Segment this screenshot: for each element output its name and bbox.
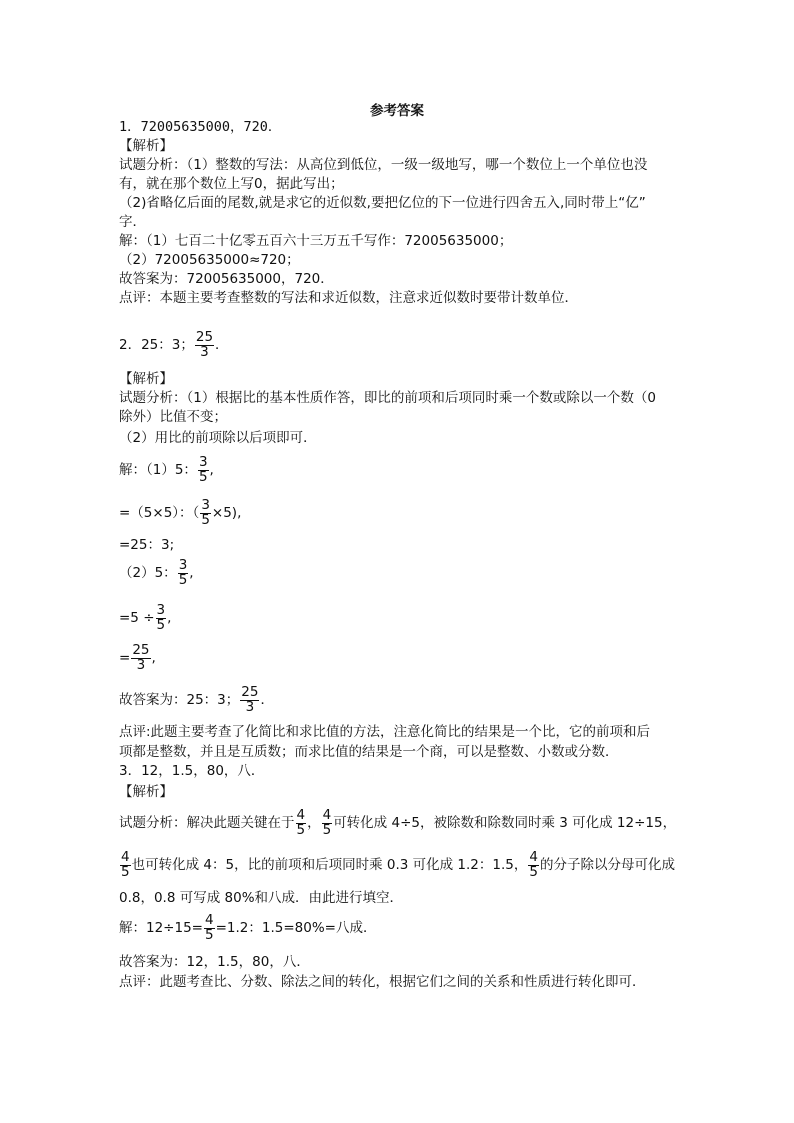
- q3-final-answer: 故答案为：12，1.5，80，八．: [119, 954, 310, 970]
- fraction: [240, 686, 259, 714]
- q3-analysis-line-1: [119, 803, 676, 843]
- q2-comment-line-2: 项都是整数，并且是互质数；而求比值的结果是一个商，可以是整数、小数或分数．: [119, 744, 619, 760]
- fraction: [198, 456, 209, 484]
- fraction-numerator: 4: [529, 849, 538, 865]
- q2-answer-text: 2．25：3；: [119, 337, 194, 353]
- analysis-text: 的分子除以分母可化成: [539, 857, 675, 873]
- q2-answer-end: ．: [215, 337, 229, 353]
- fraction: [178, 559, 189, 587]
- step-end: ,: [189, 565, 194, 581]
- fraction-numerator: 3: [178, 557, 188, 573]
- fraction-denominator: 3: [136, 656, 146, 673]
- fraction: [296, 809, 307, 837]
- fraction-numerator: 4: [296, 807, 306, 823]
- q1-answer: 1．72005635000，720．: [119, 119, 282, 135]
- step-text: 故答案为：25：3；: [119, 692, 240, 708]
- q2-answer: [119, 325, 229, 365]
- q2-analysis-line-2: 除外）比值不变；: [119, 409, 227, 425]
- fraction-denominator: 5: [322, 821, 332, 838]
- q1-solution-line-1: 解：（1）七百二十亿零五百六十三万五千写作：72005635000；: [119, 233, 513, 249]
- solution-text: 解：12÷15=: [119, 920, 203, 936]
- q3-comment: 点评：此题考查比、分数、除法之间的转化，根据它们之间的关系和性质进行转化即可．: [119, 974, 646, 990]
- q2-comment-line-1: 点评:此题主要考查了化简比和求比值的方法，注意化简比的结果是一个比，它的前项和后: [119, 724, 651, 740]
- solution-text: =1.2：1.5=80%=八成．: [215, 920, 377, 936]
- fraction-denominator: 5: [296, 821, 306, 838]
- q1-analysis-line-2: 有，就在那个数位上写0，据此写出；: [119, 176, 344, 192]
- fraction-denominator: 5: [204, 926, 214, 943]
- fraction-numerator: 4: [204, 912, 214, 928]
- q1-analysis-line-3: （2)省略亿后面的尾数,就是求它的近似数,要把亿位的下一位进行四舍五入,同时带上“亿”: [119, 195, 646, 211]
- fraction-numerator: 4: [121, 849, 130, 865]
- fraction: [528, 851, 539, 879]
- step-end: ×5),: [211, 505, 242, 521]
- fraction-denominator: 5: [198, 468, 208, 485]
- fraction: [120, 851, 131, 879]
- step-end: ,: [209, 462, 214, 478]
- q2-step-3: =25：3;: [119, 537, 175, 553]
- fraction: [204, 914, 215, 942]
- fraction-denominator: 5: [201, 511, 210, 528]
- fraction: [195, 331, 214, 359]
- q2-step-2: [119, 493, 241, 533]
- fraction: [131, 644, 150, 672]
- fraction-numerator: 3: [198, 454, 208, 470]
- fraction-denominator: 5: [121, 863, 130, 880]
- q2-step-4: [119, 553, 194, 593]
- analysis-text: 也可转化成 4：5，比的前项和后项同时乘 0.3 可化成 1.2：1.5，: [131, 857, 528, 873]
- page-title: 参考答案: [370, 103, 424, 119]
- q2-final-answer: [119, 680, 274, 720]
- step-end: ,: [167, 610, 172, 626]
- fraction: [200, 499, 211, 527]
- fraction-numerator: 3: [156, 602, 166, 618]
- fraction-numerator: 25: [132, 642, 150, 658]
- q2-analysis-line-3: （2）用比的前项除以后项即可．: [119, 430, 317, 446]
- step-text: =: [119, 650, 131, 666]
- step-text: （2）5：: [119, 565, 177, 581]
- step-text: =（5×5）：（: [119, 505, 200, 521]
- q3-analysis-line-3: 0.8，0.8 可写成 80%和八成．由此进行填空．: [119, 890, 404, 906]
- q1-comment: 点评：本题主要考查整数的写法和求近似数，注意求近似数时要带计数单位．: [119, 290, 578, 306]
- q2-step-5: [119, 598, 171, 638]
- q2-analysis-heading: 【解析】: [119, 371, 173, 387]
- q3-solution: [119, 908, 376, 948]
- q1-solution-line-2: （2）72005635000≈720；: [119, 252, 300, 268]
- step-text: =5 ÷: [119, 610, 155, 626]
- q1-final-answer: 故答案为：72005635000，720．: [119, 271, 334, 287]
- fraction-numerator: 4: [322, 807, 332, 823]
- q2-step-6: [119, 638, 156, 678]
- fraction-numerator: 3: [201, 497, 210, 513]
- q1-analysis-line-1: 试题分析：（1）整数的写法：从高位到低位，一级一级地写，哪一个数位上一个单位也没: [119, 157, 648, 173]
- fraction-denominator: 3: [245, 698, 255, 715]
- fraction: [156, 604, 167, 632]
- q3-analysis-heading: 【解析】: [119, 784, 173, 800]
- fraction-denominator: 3: [200, 343, 209, 360]
- analysis-text: 试题分析：解决此题关键在于: [119, 815, 295, 831]
- fraction-numerator: 25: [195, 329, 214, 345]
- fraction-denominator: 5: [529, 863, 538, 880]
- q1-analysis-heading: 【解析】: [119, 138, 173, 154]
- analysis-text: 可转化成 4÷5，被除数和除数同时乘 3 可化成 12÷15，: [333, 815, 677, 831]
- fraction-denominator: 5: [156, 616, 166, 633]
- q3-answer: 3．12，1.5，80，八．: [119, 763, 265, 779]
- step-end: ．: [260, 692, 274, 708]
- q1-analysis-line-4: 字．: [119, 214, 146, 230]
- step-end: ,: [151, 650, 156, 666]
- step-text: 解：（1）5：: [119, 462, 197, 478]
- fraction-denominator: 5: [178, 571, 188, 588]
- q3-analysis-line-2: [119, 845, 675, 885]
- q2-analysis-line-1: 试题分析：（1）根据比的基本性质作答，即比的前项和后项同时乘一个数或除以一个数（0: [119, 390, 656, 406]
- fraction-numerator: 25: [241, 684, 259, 700]
- fraction: [322, 809, 333, 837]
- q2-step-1: [119, 450, 214, 490]
- separator: ，: [307, 815, 321, 831]
